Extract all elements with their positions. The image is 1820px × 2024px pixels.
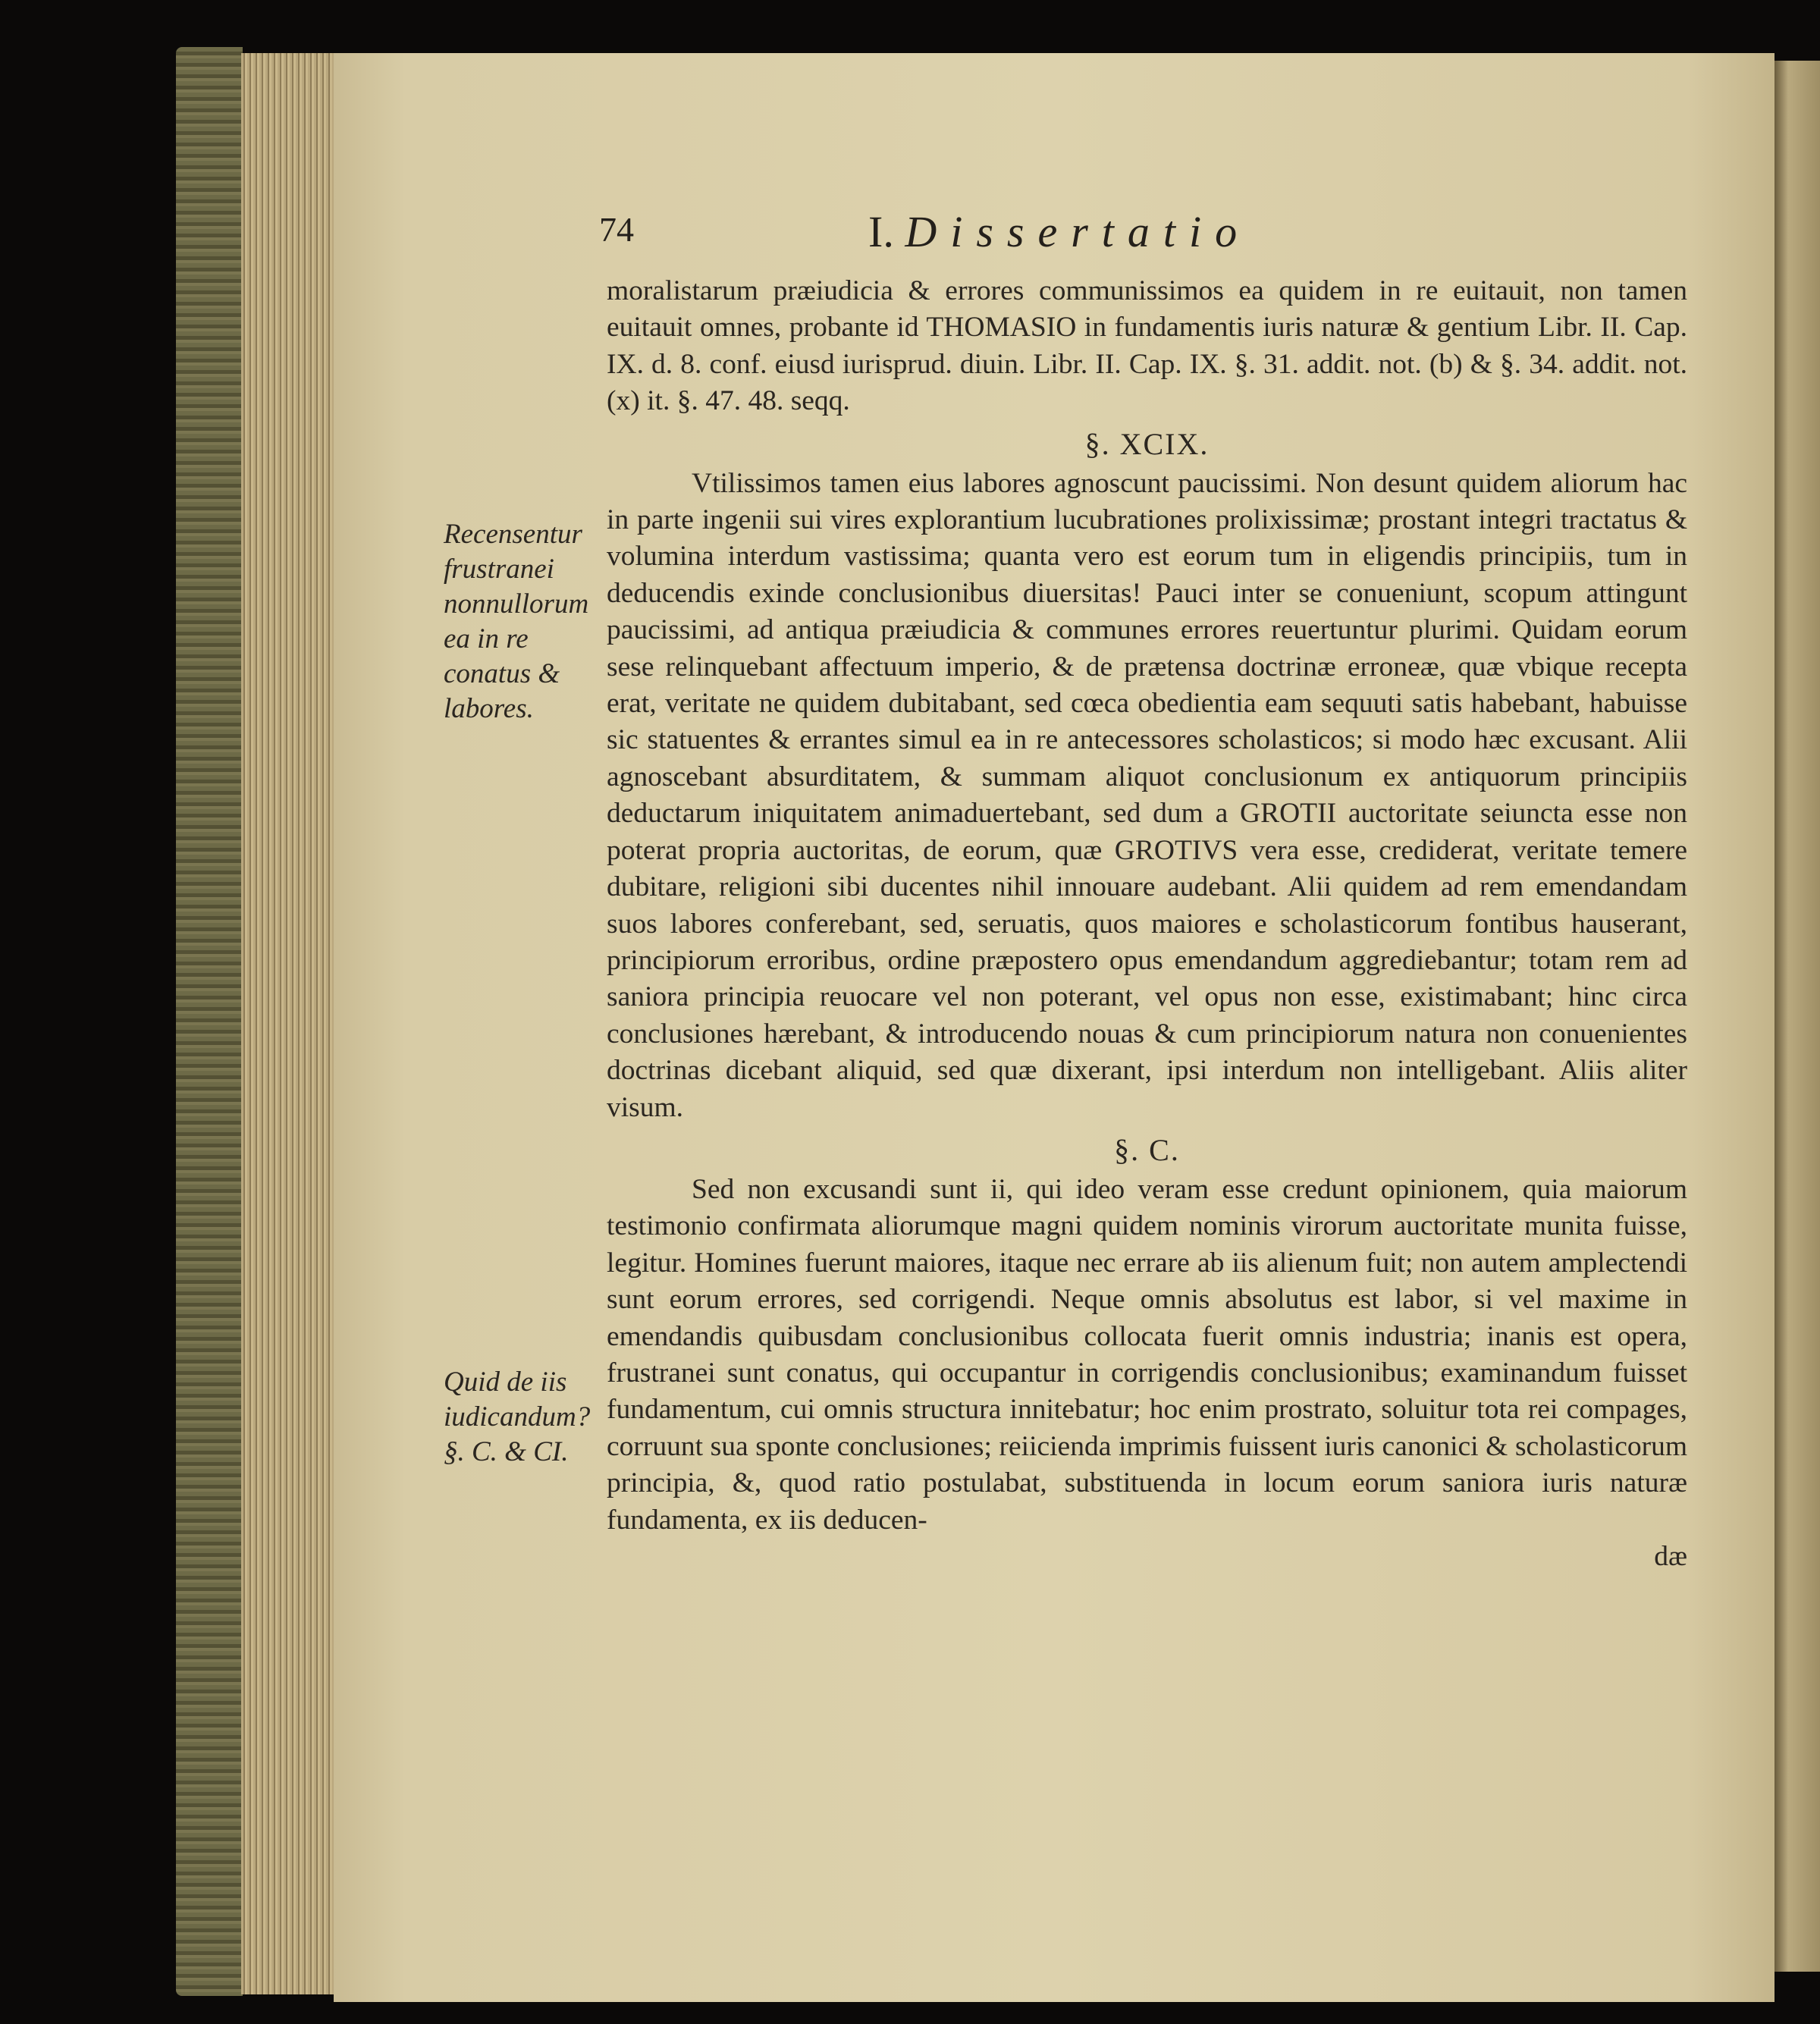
scan-background-left: [0, 0, 174, 2024]
running-head-title: [868, 206, 1250, 257]
margin-note-xcix: Recensentur frustranei nonnullorum ea in re conatus & labores.: [444, 519, 589, 724]
catchword: dæ: [1654, 1541, 1687, 1572]
intro-paragraph: moralistarum præiudicia & errores communissimos ea quidem in re euitauit, non tamen euitauit omnes, probante id THOMASIO in fundamentis iuris naturæ & gentium Libr. II. Cap. IX. d. 8. conf. eiusd iurisprud. diuin. Libr. II. Cap. IX. §. 31. addit. not. (b) & §. 34. addit. not. (x) it. §. 47. 48. seqq.: [607, 275, 1687, 417]
book-spine: [176, 47, 243, 1996]
scan-background: [0, 0, 1820, 46]
margin-note-c: Quid de iis iudicandum? §. C. & CI.: [444, 1367, 591, 1467]
page-number: 74: [599, 210, 634, 249]
running-head-prefix: I.: [868, 207, 894, 256]
page-edges: [241, 53, 336, 1994]
section-heading-xcix: §. XCIX.: [1084, 426, 1210, 461]
page-body: [607, 273, 1687, 1575]
running-head-word: Dissertatio: [905, 207, 1251, 256]
section-heading-c: §. C.: [1114, 1132, 1180, 1167]
facing-page-edge: [1774, 61, 1820, 1972]
section-paragraph-xcix: Vtilissimos tamen eius labores agnoscunt paucissimi. Non desunt quidem aliorum hac in parte ingenii sui vires explorantium lucubrationes prolixissimæ; prostant integri tractatus & volumina interdum vastissima; quanta vero est eorum tum in eligendis principiis, tum in deducendis exinde conclusionibus diuersitas! Pauci inter se conueniunt, scopum attingunt paucissimi, ad antiqua præiudicia & communes errores reuertuntur plurimi. Quidam eorum sese relinquebant affectuum imperio, & de prætensa doctrinæ erroneæ, quæ vbique recepta erat, veritate ne quidem dubitabant, sed cœca obedientia eam sequuti satis habebant, habuisse sic statuentes & errantes simul ea in re antecessores scholasticos; si modo hæc excusant. Alii agnoscebant absurditatem, & summam aliquot conclusionum ex antiquorum principiis deductarum iniquitatem animaduertebant, sed dum a GROTII auctoritate seiuncta esse non poterat propria auctoritas, de eorum, quæ GROTIVS vera esse, crediderat, veritate temere dubitare, religioni sibi ducentes nihil innouare audebant. Alii quidem ad rem emendandam suos labores conferebant, sed, seruatis, quos maiores e scholasticorum fontibus hauserant, principiorum erroribus, ordine præpostero opus emendandum aggrediebantur; totam rem ad saniora principia reuocare vel non poterant, vel opus non esse, existimabant; hinc circa conclusiones hærebant, & introducendo nouas & cum principiorum natura non conuenientes doctrinas dicebant aliquid, sed quæ dixerant, ipsi interdum non intelligebant. Aliis aliter visum.: [607, 467, 1687, 1123]
section-paragraph-c: Sed non excusandi sunt ii, qui ideo veram esse credunt opinionem, quia maiorum testimonio confirmata aliorumque magni quidem nominis virorum auctoritate munita fuisse, legitur. Homines fuerunt maiores, itaque nec errare ab iis alienum fuit; non autem amplectendi sunt eorum errores, sed corrigendi. Neque omnis absolutus est labor, si vel maxime in emendandis quibusdam conclusionibus collocata fuerit omnis industria; inanis est opera, frustranei sunt conatus, qui occupantur in corrigendis conclusionibus; examinandum fuisset fundamentum, cui omnis structura innitebatur; hoc enim prostrato, soluitur tota rei compages, corruunt sua sponte conclusiones; reiicienda imprimis fuissent iuris canonici & scholasticorum principia, &, quod ratio postulabat, substituenda in locum eorum saniora iuris naturæ fundamenta, ex iis deducen-: [607, 1173, 1687, 1536]
